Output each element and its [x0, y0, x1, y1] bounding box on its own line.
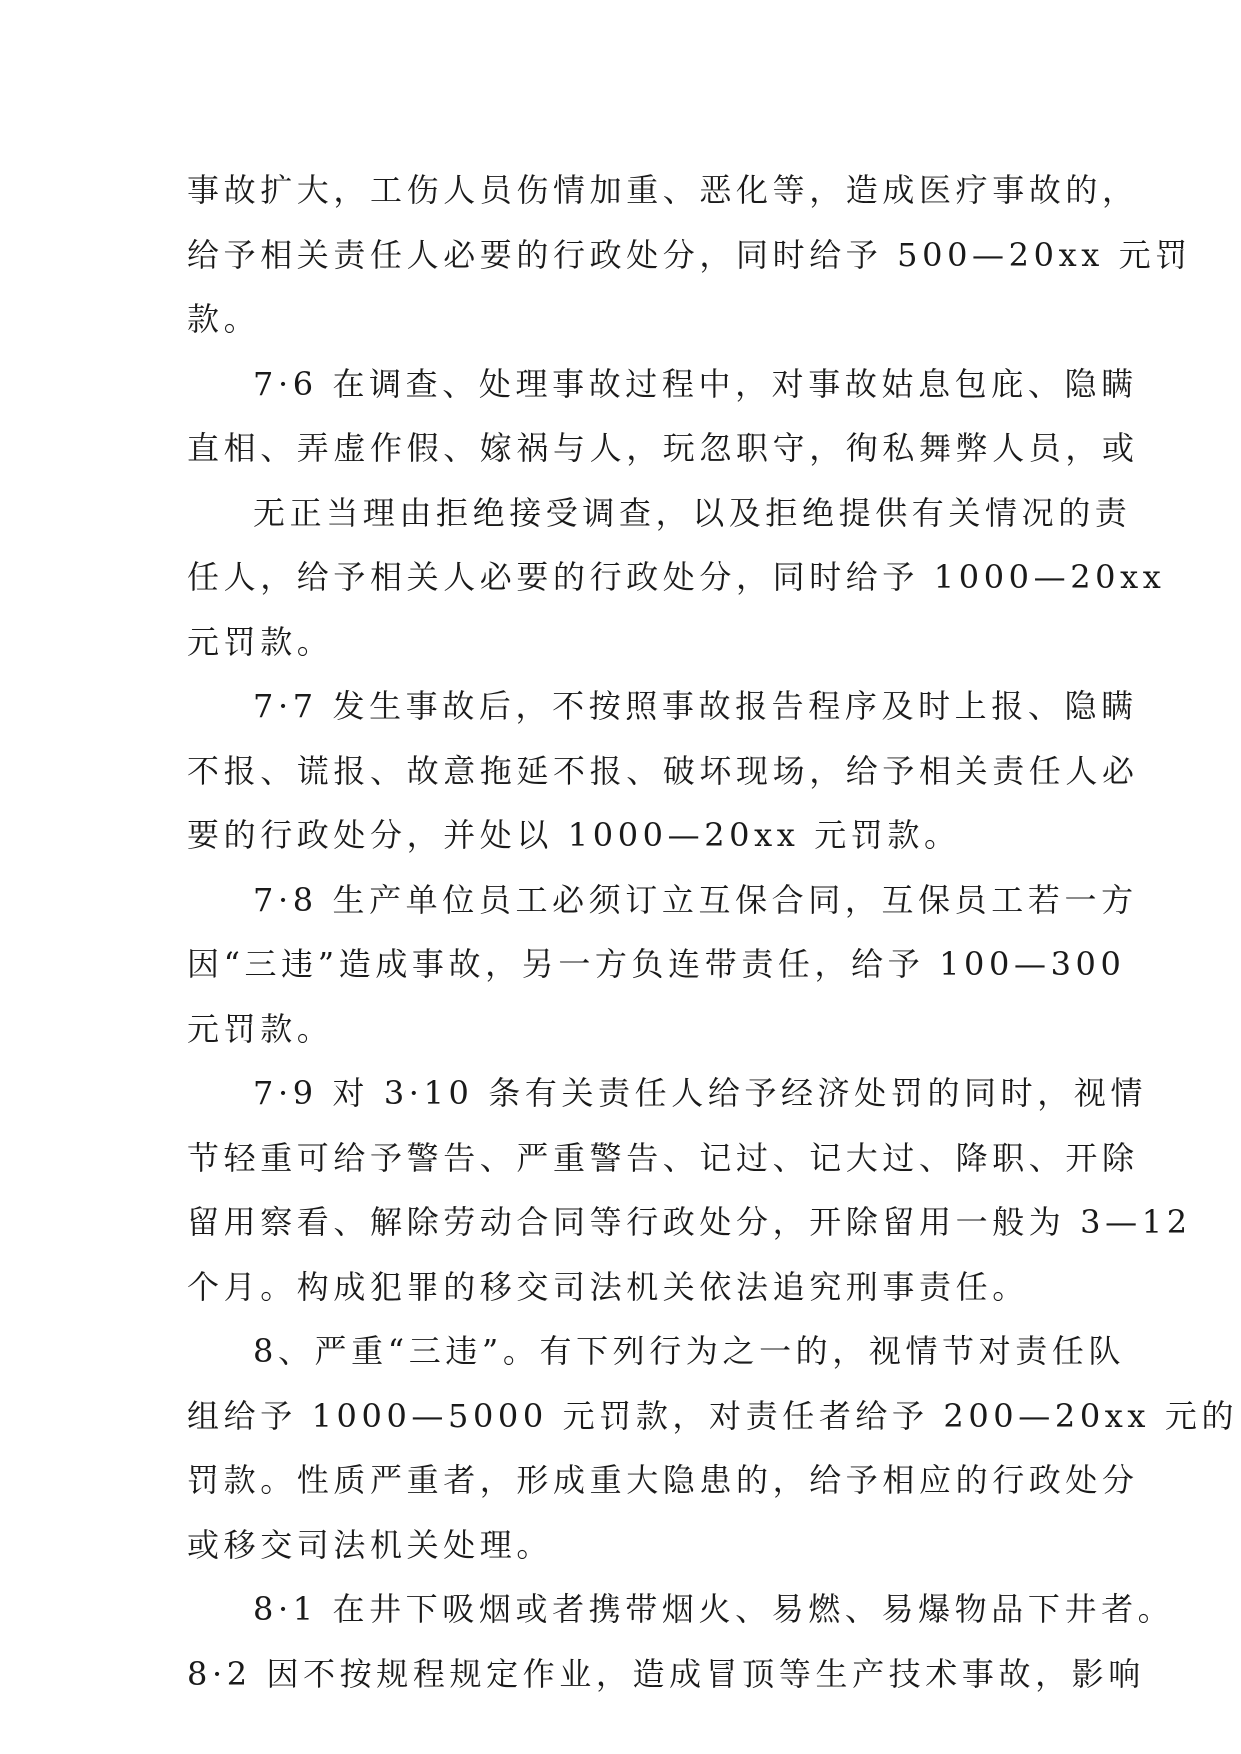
text-line: 8·1 在井下吸烟或者携带烟火、易燃、易爆物品下井者。	[253, 1590, 1175, 1628]
text-line: 事故扩大，工伤人员伤情加重、恶化等，造成医疗事故的，	[187, 171, 1139, 209]
text-line: 因“三违”造成事故，另一方负连带责任，给予 100—300	[187, 945, 1126, 983]
text-line: 8、严重“三违”。有下列行为之一的，视情节对责任队	[253, 1332, 1126, 1370]
text-line: 直相、弄虚作假、嫁祸与人，玩忽职守，徇私舞弊人员，或	[187, 429, 1139, 467]
text-line: 留用察看、解除劳动合同等行政处分，开除留用一般为 3—12	[187, 1203, 1192, 1241]
text-line: 要的行政处分，并处以 1000—20xx 元罚款。	[187, 816, 961, 854]
text-line: 罚款。性质严重者，形成重大隐患的，给予相应的行政处分	[187, 1461, 1139, 1499]
text-line: 8·2 因不按规程规定作业，造成冒顶等生产技术事故，影响	[187, 1654, 1145, 1693]
text-line: 7·7 发生事故后，不按照事故报告程序及时上报、隐瞒	[253, 687, 1138, 725]
text-line: 组给予 1000—5000 元罚款，对责任者给予 200—20xx 元的	[187, 1396, 1239, 1435]
text-line: 7·6 在调查、处理事故过程中，对事故姑息包庇、隐瞒	[253, 364, 1138, 403]
text-line: 元罚款。	[187, 1009, 334, 1048]
text-line: 元罚款。	[187, 622, 334, 661]
text-line: 或移交司法机关处理。	[187, 1525, 554, 1564]
text-line: 7·9 对 3·10 条有关责任人给予经济处罚的同时，视情	[253, 1074, 1148, 1112]
text-line: 款。	[187, 300, 261, 338]
text-line: 个月。构成犯罪的移交司法机关依法追究刑事责任。	[187, 1267, 1029, 1306]
text-line: 任人，给予相关人必要的行政处分，同时给予 1000—20xx	[187, 558, 1166, 596]
text-line: 不报、谎报、故意拖延不报、破坏现场，给予相关责任人必	[187, 751, 1139, 790]
text-line: 7·8 生产单位员工必须订立互保合同，互保员工若一方	[253, 880, 1138, 919]
text-line: 节轻重可给予警告、严重警告、记过、记大过、降职、开除	[187, 1138, 1139, 1177]
text-line: 给予相关责任人必要的行政处分，同时给予 500—20xx 元罚	[187, 235, 1192, 274]
document-body	[187, 158, 1239, 1706]
text-line: 无正当理由拒绝接受调查，以及拒绝提供有关情况的责	[253, 493, 1132, 532]
